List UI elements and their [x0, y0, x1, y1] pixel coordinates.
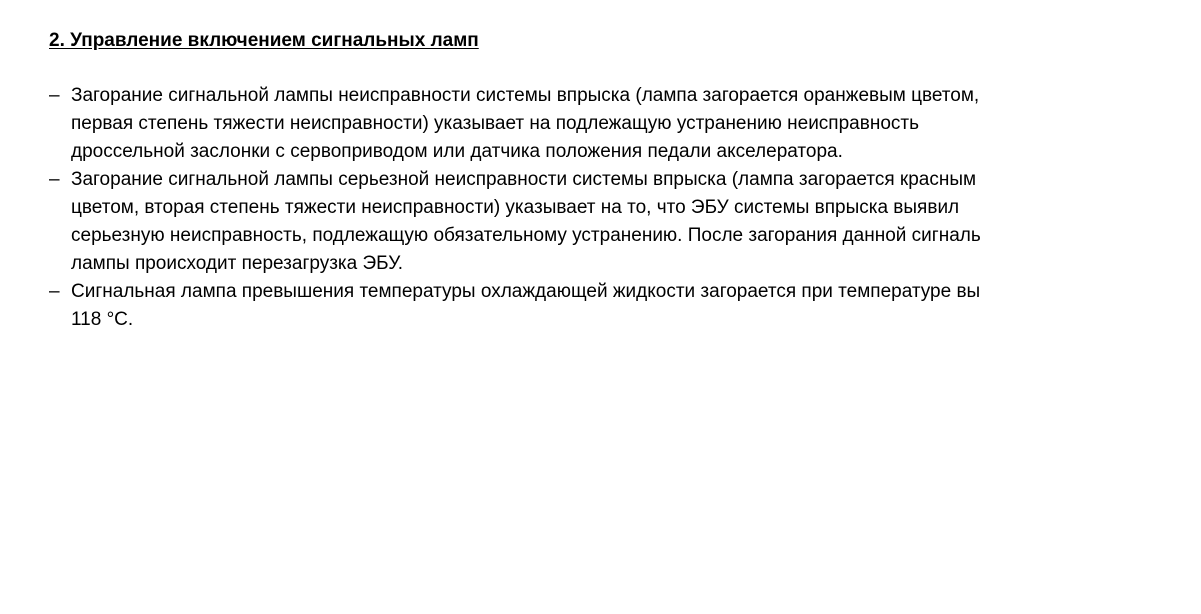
bullet-dash: –: [49, 169, 60, 190]
bullet-dash: –: [49, 85, 60, 106]
text-line: дроссельной заслонки с сервоприводом или датчика положения педали акселератора.: [71, 141, 843, 162]
text-line: цветом, вторая степень тяжести неисправности) указывает на то, что ЭБУ системы впрыска выявил: [71, 197, 960, 218]
bullet-list: [49, 82, 1150, 334]
bullet-dash: –: [49, 281, 60, 302]
text-line: первая степень тяжести неисправности) указывает на подлежащую устранению неисправность: [71, 113, 919, 134]
text-line: лампы происходит перезагрузка ЭБУ.: [71, 253, 404, 274]
list-item: [49, 278, 1150, 334]
list-item: [49, 82, 1150, 166]
text-line: Сигнальная лампа превышения температуры охлаждающей жидкости загорается при температуре вы: [71, 281, 981, 302]
text-line: серьезную неисправность, подлежащую обязательному устранению. После загорания данной сигналь: [71, 225, 981, 246]
text-line: 118 °С.: [71, 309, 134, 330]
text-line: Загорание сигнальной лампы серьезной неисправности системы впрыска (лампа загорается красным: [71, 169, 977, 190]
list-item: [49, 166, 1150, 278]
text-line: Загорание сигнальной лампы неисправности системы впрыска (лампа загорается оранжевым цветом,: [71, 85, 980, 106]
section-heading: 2. Управление включением сигнальных ламп: [49, 30, 479, 51]
